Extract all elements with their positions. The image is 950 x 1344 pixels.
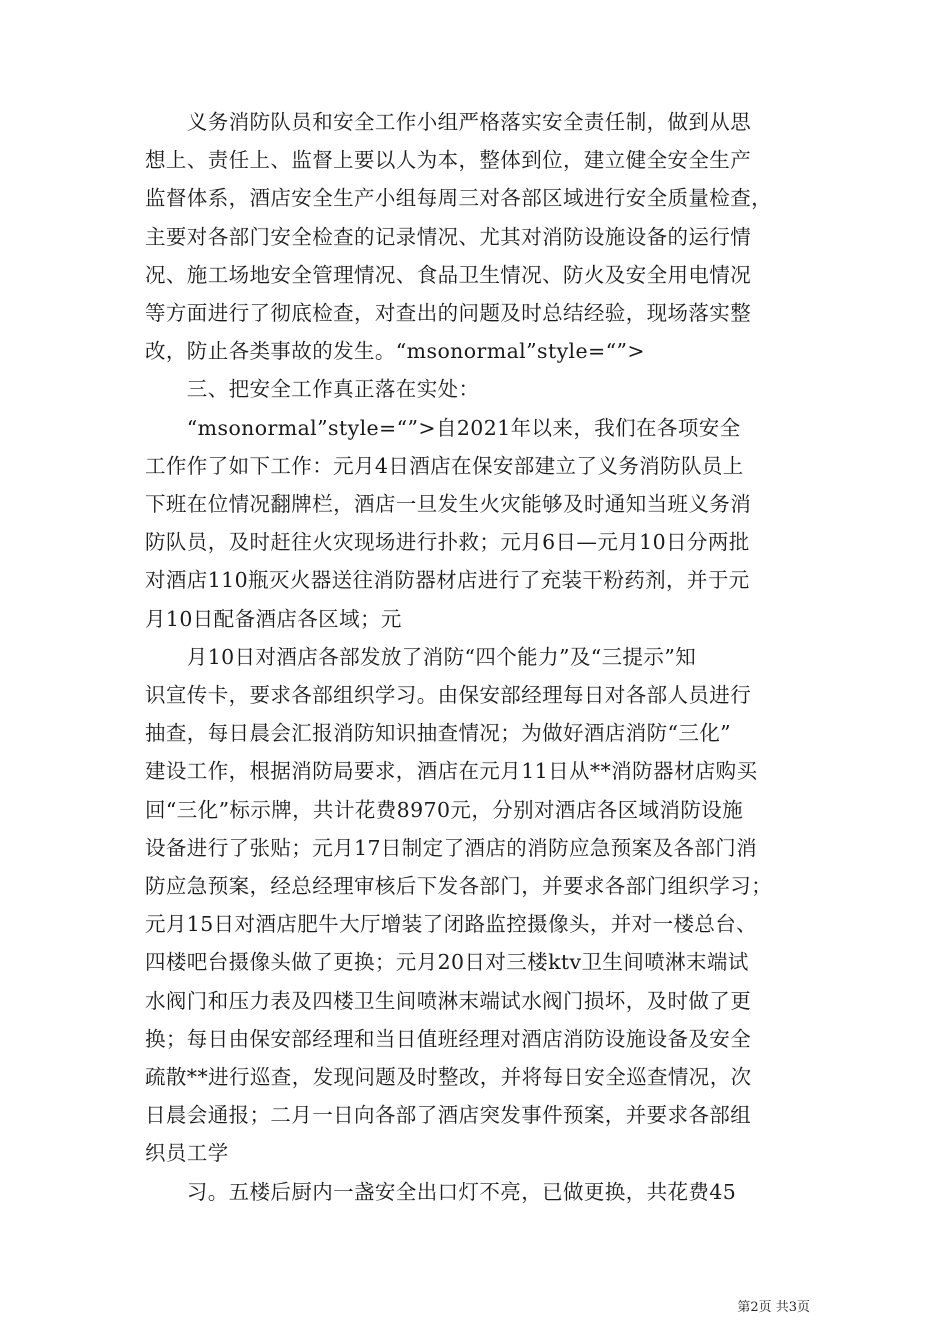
text-line: 习。五楼后厨内一盏安全出口灯不亮，已做更换，共花费45 [145,1179,737,1204]
paragraph [145,1173,815,1211]
text-line: 改，防止各类事故的发生。“msonormal”style=“”> [145,339,645,364]
text-line: 换；每日由保安部经理和当日值班经理对酒店消防设施设备及安全 [145,1026,752,1051]
text-line: 三、把安全工作真正落在实处： [145,377,480,402]
text-line: 四楼吧台摄像头做了更换；元月20日对三楼ktv卫生间喷淋末端试 [145,950,749,975]
text-line: 防应急预案，经总经理审核后下发各部门，并要求各部门组织学习； [145,874,772,899]
document-body [145,103,815,1211]
text-line: 月10日配备酒店各区域；元 [145,606,402,631]
text-line: 想上、责任上、监督上要以人为本，整体到位，建立健全安全生产 [145,148,752,173]
paragraph [145,103,815,370]
text-line: 元月15日对酒店肥牛大厅增装了闭路监控摄像头，并对一楼总台、 [145,912,758,937]
text-line: 等方面进行了彻底检查，对查出的问题及时总结经验，现场落实整 [145,301,752,326]
text-line: 工作作了如下工作：元月4日酒店在保安部建立了义务消防队员上 [145,453,744,478]
text-line: 下班在位情况翻牌栏，酒店一旦发生火灾能够及时通知当班义务消 [145,492,752,517]
text-line: 对酒店110瓶灭火器送往消防器材店进行了充装干粉药剂，并于元 [145,568,750,593]
text-line: 识宣传卡，要求各部组织学习。由保安部经理每日对各部人员进行 [145,683,752,708]
text-line: 监督体系，酒店安全生产小组每周三对各部区域进行安全质量检查， [145,186,772,211]
text-line: 建设工作，根据消防局要求，酒店在元月11日从**消防器材店购买 [145,759,758,784]
text-line: 织员工学 [145,1141,229,1166]
text-line: 抽查，每日晨会汇报消防知识抽查情况；为做好酒店消防“三化” [145,721,732,746]
paragraph [145,409,815,638]
page-number: 第2页 共3页 [737,1300,810,1315]
text-line: 况、施工场地安全管理情况、食品卫生情况、防火及安全用电情况 [145,262,752,287]
text-line: 主要对各部门安全检查的记录情况、尤其对消防设施设备的运行情 [145,224,752,249]
text-line: 设备进行了张贴；元月17日制定了酒店的消防应急预案及各部门消 [145,835,758,860]
text-line: 月10日对酒店各部发放了消防“四个能力”及“三提示”知 [145,644,697,669]
text-line: 防队员，及时赶往火灾现场进行扑救；元月6日—元月10日分两批 [145,530,750,555]
paragraph [145,370,815,408]
text-line: 义务消防队员和安全工作小组严格落实安全责任制，做到从思 [145,110,752,134]
text-line: “msonormal”style=“”>自2021年以来，我们在各项安全 [145,415,741,440]
text-line: 水阀门和压力表及四楼卫生间喷淋末端试水阀门损坏，及时做了更 [145,988,752,1013]
text-line: 疏散**进行巡查，发现问题及时整改，并将每日安全巡查情况，次 [145,1065,752,1090]
text-line: 日晨会通报；二月一日向各部了酒店突发事件预案，并要求各部组 [145,1103,752,1128]
paragraph [145,638,815,1173]
text-line: 回“三化”标示牌，共计花费8970元，分别对酒店各区域消防设施 [145,797,744,822]
